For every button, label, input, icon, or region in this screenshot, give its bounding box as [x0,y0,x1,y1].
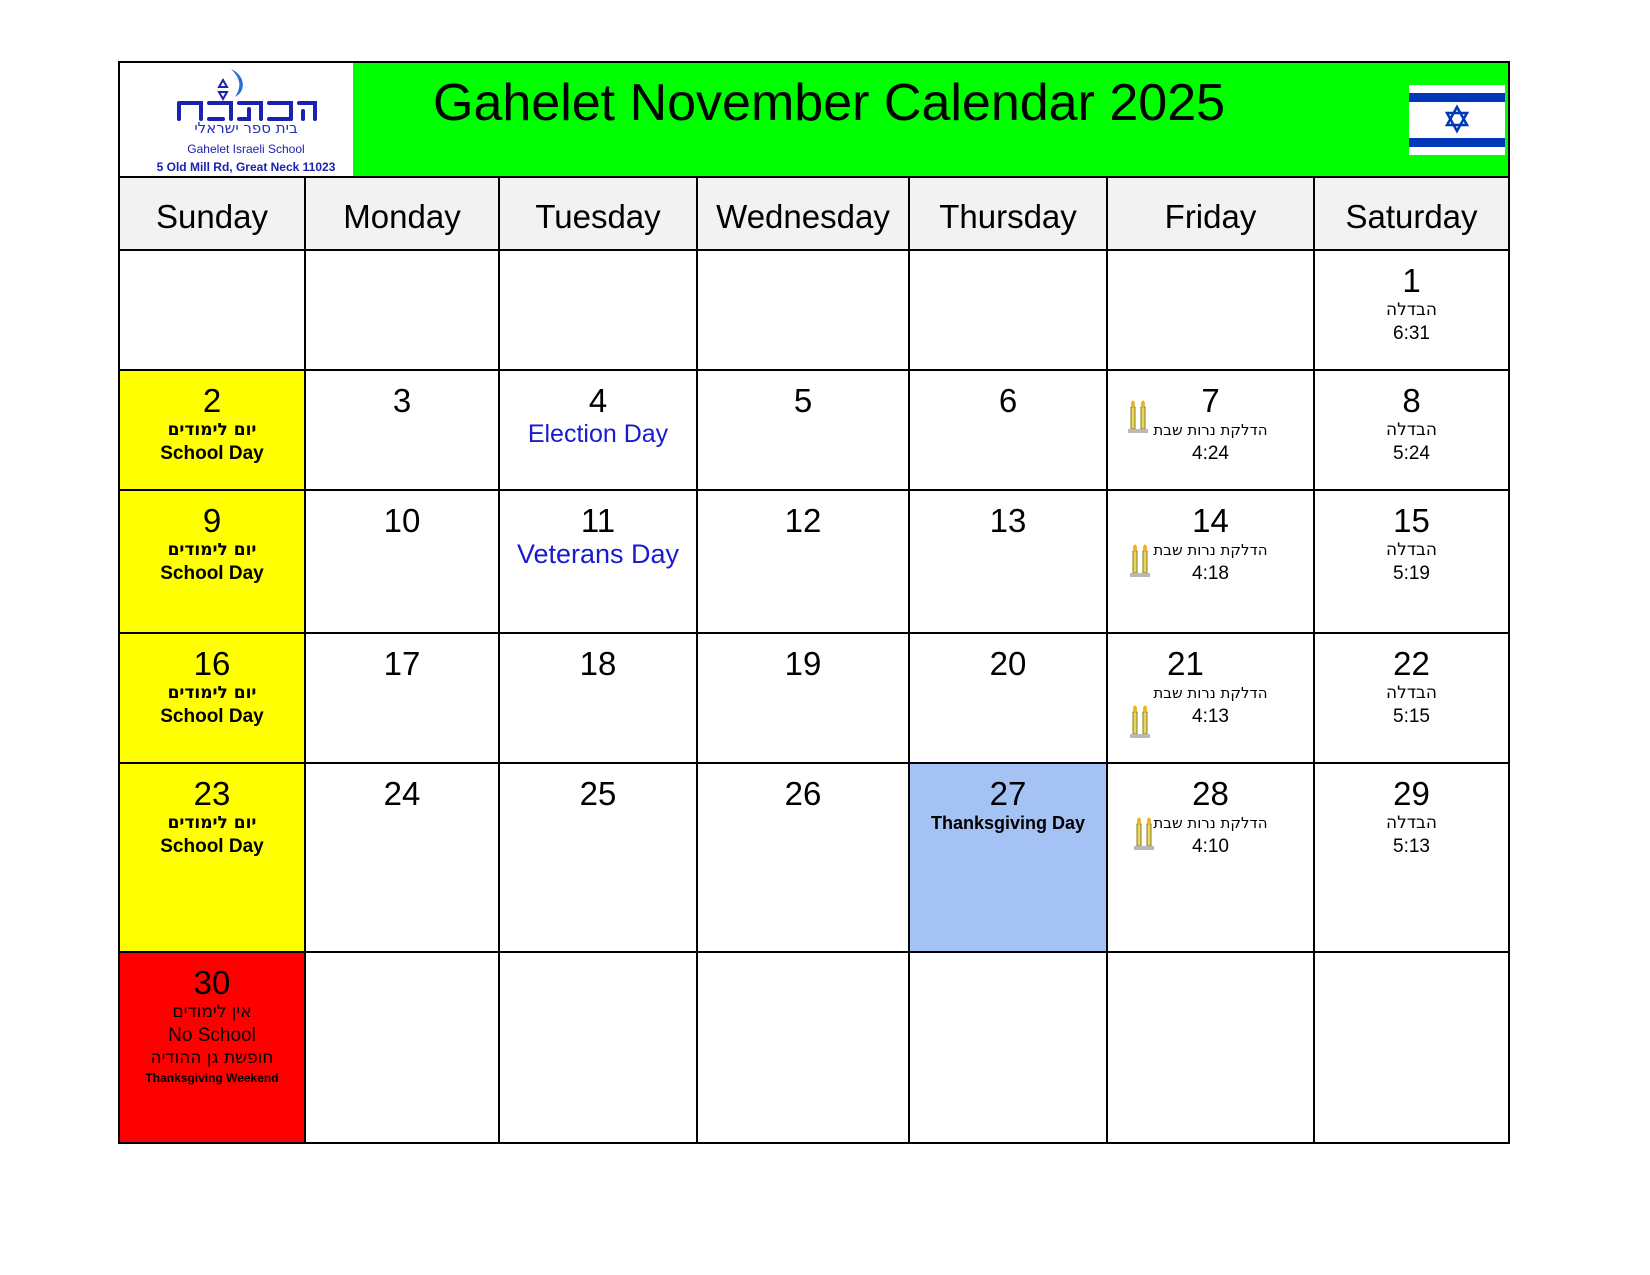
israel-flag-icon [1409,85,1505,155]
day-cell-28 [1107,763,1314,952]
day-number: 6 [998,382,1018,419]
day-number: 12 [784,502,822,539]
day-number: 13 [989,502,1027,539]
day-number: 29 [1393,775,1430,812]
havdalah-time: 5:13 [1393,836,1430,857]
day-cell-2 [120,370,305,490]
day-cell-17 [305,633,499,763]
day-number: 26 [784,775,822,812]
day-number: 21 [1167,645,1204,682]
calendar-title: Gahelet November Calendar 2025 [433,74,1226,132]
empty-day-cell [305,952,499,1142]
day-cell-3 [305,370,499,490]
candle-lighting-label: הדלקת נרות שבת [1153,814,1268,832]
day-cell-30 [120,952,305,1142]
day-cell-24 [305,763,499,952]
shabbat-candles-icon [1126,399,1150,435]
candle-lighting-label: הדלקת נרות שבת [1153,541,1268,559]
day-number: 10 [383,502,421,539]
day-number: 1 [1402,262,1421,299]
candle-lighting-time: 4:10 [1192,836,1229,857]
school-day-hebrew: יום לימודים [167,540,257,560]
empty-day-cell [909,250,1107,370]
day-cell-1 [1314,250,1508,370]
holiday-label: Thanksgiving Day [930,813,1086,833]
calendar [118,61,1510,1144]
day-cell-23 [120,763,305,952]
empty-day-cell [305,250,499,370]
day-cell-9 [120,490,305,633]
day-cell-15 [1314,490,1508,633]
day-number: 24 [383,775,421,812]
day-number: 7 [1201,382,1220,419]
empty-day-cell [1107,952,1314,1142]
empty-day-cell [697,250,909,370]
day-cell-20 [909,633,1107,763]
day-cell-8 [1314,370,1508,490]
shabbat-candles-icon [1128,704,1152,740]
day-number: 20 [989,645,1027,682]
weekday-monday: Monday [305,178,499,250]
havdalah-time: 5:24 [1393,443,1430,464]
day-number: 30 [193,964,231,1001]
no-school-label: No School [168,1025,256,1046]
title-area [353,63,1508,176]
candle-lighting-time: 4:18 [1192,563,1229,584]
day-cell-6 [909,370,1107,490]
weekday-tuesday: Tuesday [499,178,697,250]
event-label: Election Day [527,420,669,448]
week-row [120,952,1508,1142]
day-number: 11 [580,502,616,539]
day-cell-11 [499,490,697,633]
week-row [120,633,1508,763]
empty-day-cell [1314,952,1508,1142]
day-number: 25 [579,775,617,812]
candle-lighting-label: הדלקת נרות שבת [1153,684,1268,702]
thanksgiving-weekend-label: Thanksgiving Weekend [145,1071,279,1085]
shabbat-candles-icon [1128,543,1152,579]
empty-day-cell [697,952,909,1142]
empty-day-cell [1107,250,1314,370]
havdalah-time: 5:19 [1393,563,1430,584]
candle-lighting-time: 4:13 [1192,706,1229,727]
school-address: 5 Old Mill Rd, Great Neck 11023 [156,160,336,174]
candle-lighting-label: הדלקת נרות שבת [1153,421,1268,439]
school-day-label: School Day [160,706,264,727]
havdalah-time: 6:31 [1393,323,1430,344]
day-number: 3 [392,382,412,419]
day-number: 16 [193,645,231,682]
havdalah-label: הבדלה [1386,683,1437,703]
day-number: 28 [1192,775,1229,812]
day-number: 19 [784,645,822,682]
day-cell-5 [697,370,909,490]
day-number: 5 [793,382,813,419]
day-cell-13 [909,490,1107,633]
school-day-hebrew: יום לימודים [167,420,257,440]
havdalah-label: הבדלה [1386,420,1437,440]
havdalah-label: הבדלה [1386,540,1437,560]
logo-hebrew-subtitle: בית ספר ישראלי [194,119,298,137]
school-day-hebrew: יום לימודים [167,813,257,833]
empty-day-cell [499,250,697,370]
event-label: Veterans Day [516,539,680,569]
day-number: 8 [1402,382,1421,419]
day-cell-25 [499,763,697,952]
school-day-hebrew: יום לימודים [167,683,257,703]
thanksgiving-break-hebrew: חופשת גן ההודיה [150,1048,274,1068]
day-number: 27 [989,775,1027,812]
weekday-saturday: Saturday [1314,178,1508,250]
day-cell-18 [499,633,697,763]
school-day-label: School Day [160,836,264,857]
weekday-wednesday: Wednesday [697,178,909,250]
day-cell-16 [120,633,305,763]
havdalah-label: הבדלה [1386,813,1437,833]
day-number: 15 [1393,502,1430,539]
candle-lighting-time: 4:24 [1192,443,1229,464]
day-number: 18 [579,645,617,682]
day-number: 14 [1192,502,1229,539]
day-cell-7 [1107,370,1314,490]
weekday-sunday: Sunday [120,178,305,250]
empty-day-cell [909,952,1107,1142]
no-school-hebrew: אין לימודים [172,1002,252,1022]
day-cell-26 [697,763,909,952]
empty-day-cell [499,952,697,1142]
school-day-label: School Day [160,563,264,584]
week-row [120,250,1508,370]
weekday-friday: Friday [1107,178,1314,250]
logo-emblem-icon [139,63,353,123]
day-number: 4 [588,382,608,419]
day-number: 22 [1393,645,1430,682]
calendar-grid [120,178,1508,1142]
day-cell-12 [697,490,909,633]
day-cell-22 [1314,633,1508,763]
empty-day-cell [120,250,305,370]
week-row [120,763,1508,952]
havdalah-label: הבדלה [1386,300,1437,320]
week-row [120,490,1508,633]
shabbat-candles-icon [1132,816,1156,852]
day-cell-10 [305,490,499,633]
day-cell-14 [1107,490,1314,633]
day-cell-19 [697,633,909,763]
school-logo [139,63,353,176]
day-cell-27 [909,763,1107,952]
day-number: 23 [193,775,231,812]
calendar-header [120,63,1508,178]
weekday-header-row [120,178,1508,250]
week-row [120,370,1508,490]
day-cell-21 [1107,633,1314,763]
day-cell-29 [1314,763,1508,952]
school-day-label: School Day [160,443,264,464]
day-number: 9 [202,502,222,539]
day-cell-4 [499,370,697,490]
weekday-thursday: Thursday [909,178,1107,250]
havdalah-time: 5:15 [1393,706,1430,727]
day-number: 2 [202,382,222,419]
school-name: Gahelet Israeli School [187,142,305,156]
day-number: 17 [383,645,421,682]
